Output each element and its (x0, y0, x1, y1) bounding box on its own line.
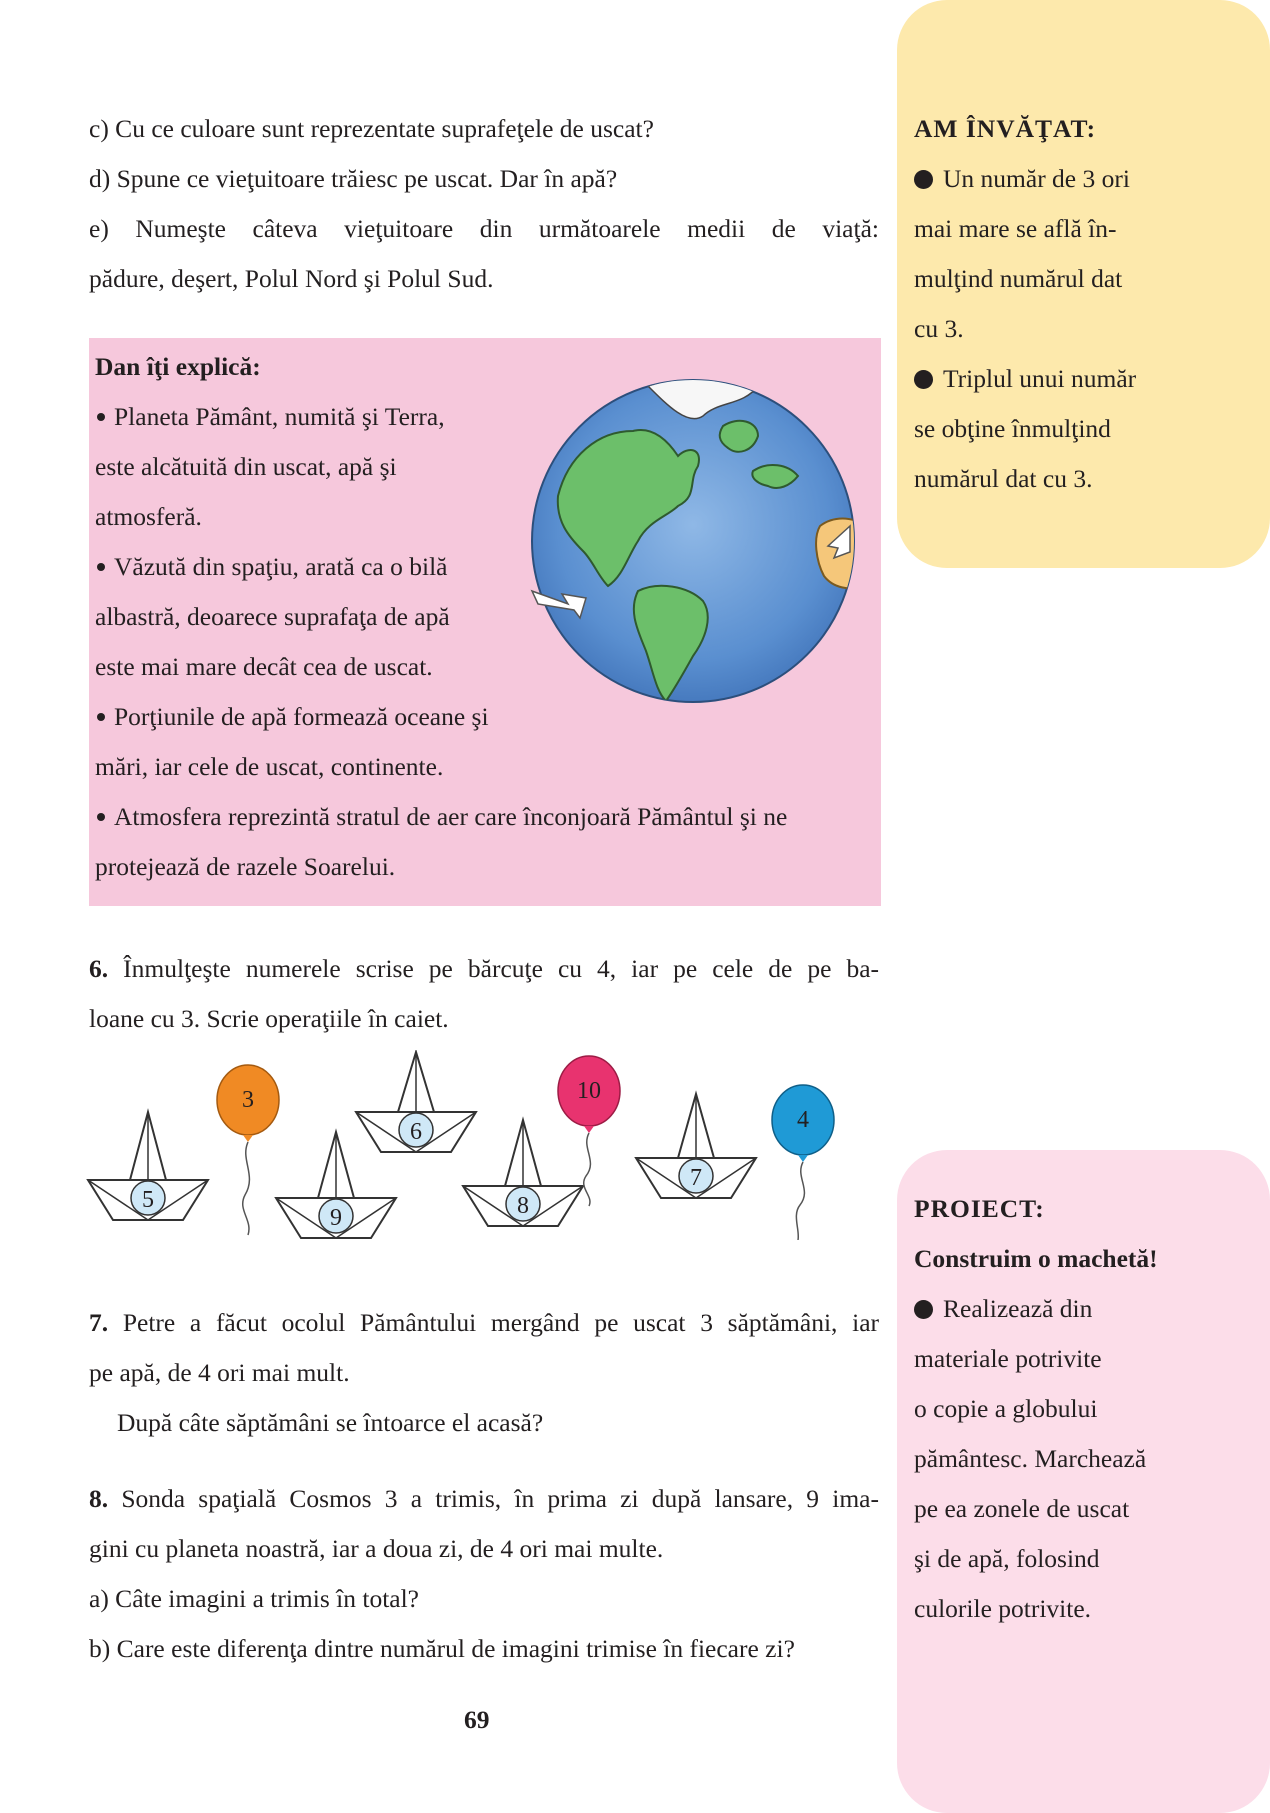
boats-and-balloons-illustration (80, 1050, 860, 1240)
balloon-number: 3 (242, 1087, 254, 1113)
bullet-icon (97, 713, 105, 721)
boat-number: 7 (690, 1165, 702, 1191)
bullet-icon (97, 413, 105, 421)
balloon-number: 10 (577, 1078, 601, 1104)
project-line-5: pe ea zonele de uscat (914, 1494, 1130, 1523)
project-subtitle: Construim o machetă! (914, 1244, 1158, 1273)
page-number: 69 (464, 1705, 490, 1734)
bullet-icon (914, 370, 933, 389)
dan-line-8: mări, iar cele de uscat, continente. (95, 752, 444, 781)
balloon-number: 4 (797, 1107, 809, 1133)
exercise8-question-a: a) Câte imagini a trimis în total? (89, 1584, 419, 1613)
exercise8-question-b: b) Care este diferenţa dintre numărul de imagini trimise în fiecare zi? (89, 1634, 795, 1663)
bullet-icon (914, 1300, 933, 1319)
dan-line-2: este alcătuită din uscat, apă şi (95, 452, 397, 481)
boat-number: 6 (410, 1119, 422, 1145)
learned-line-1: Un număr de 3 ori (914, 164, 1130, 194)
project-line-4: pământesc. Marchează (914, 1444, 1147, 1473)
paper-boat (88, 1112, 208, 1220)
earth-globe-illustration (528, 376, 858, 706)
dan-box-title: Dan îţi explică: (95, 352, 261, 381)
project-line-7: culorile potrivite. (914, 1594, 1092, 1623)
question-c: c) Cu ce culoare sunt reprezentate suprafeţele de uscat? (89, 114, 654, 143)
bullet-icon (914, 170, 933, 189)
question-e-line2: pădure, deşert, Polul Nord şi Polul Sud. (89, 264, 494, 293)
dan-line-6: este mai mare decât cea de uscat. (95, 652, 433, 681)
balloon (217, 1065, 279, 1235)
learned-title: AM ÎNVĂŢAT: (914, 114, 1097, 143)
bullet-icon (97, 813, 105, 821)
question-e-line1: e) Numeşte câteva vieţuitoare din următoarele medii de viaţă: (89, 214, 879, 243)
balloon (558, 1056, 620, 1206)
learned-line-6: se obţine înmulţind (914, 414, 1111, 443)
learned-line-4: cu 3. (914, 314, 964, 343)
learned-line-2: mai mare se află în- (914, 214, 1117, 243)
exercise6-line2: loane cu 3. Scrie operaţiile în caiet. (89, 1004, 449, 1033)
dan-line-9: Atmosfera reprezintă stratul de aer care înconjoară Pământul şi ne (95, 802, 787, 832)
dan-line-5: albastră, deoarece suprafaţa de apă (95, 602, 450, 631)
question-d: d) Spune ce vieţuitoare trăiesc pe uscat. Dar în apă? (89, 164, 618, 193)
dan-line-4: Văzută din spaţiu, arată ca o bilă (95, 552, 447, 582)
exercise6-line1: 6. Înmulţeşte numerele scrise pe bărcuţe cu 4, iar pe cele de pe ba- (89, 954, 880, 983)
project-title: PROIECT: (914, 1194, 1045, 1223)
learned-line-7: numărul dat cu 3. (914, 464, 1093, 493)
exercise7-line1: 7. Petre a făcut ocolul Pământului mergând pe uscat 3 săptămâni, iar (89, 1308, 880, 1337)
paper-boat (356, 1052, 476, 1152)
project-line-3: o copie a globului (914, 1394, 1098, 1423)
learned-line-3: mulţind numărul dat (914, 264, 1123, 293)
boat-number: 8 (517, 1193, 529, 1219)
exercise8-line2: gini cu planeta noastră, iar a doua zi, de 4 ori mai multe. (89, 1534, 664, 1563)
exercise7-line3: După câte săptămâni se întoarce el acasă? (117, 1408, 544, 1437)
dan-line-3: atmosferă. (95, 502, 202, 531)
exercise7-line2: pe apă, de 4 ori mai mult. (89, 1358, 350, 1387)
paper-boat (463, 1120, 583, 1226)
project-line-6: şi de apă, folosind (914, 1544, 1100, 1573)
project-line-2: materiale potrivite (914, 1344, 1102, 1373)
boat-number: 9 (330, 1205, 342, 1231)
boat-number: 5 (142, 1187, 154, 1213)
dan-line-1: Planeta Pământ, numită şi Terra, (95, 402, 445, 432)
exercise8-line1: 8. Sonda spaţială Cosmos 3 a trimis, în prima zi după lansare, 9 ima- (89, 1484, 879, 1513)
dan-line-10: protejează de razele Soarelui. (95, 852, 396, 881)
dan-line-7: Porţiunile de apă formează oceane şi (95, 702, 489, 732)
bullet-icon (97, 563, 105, 571)
balloon (772, 1085, 834, 1240)
paper-boat (636, 1094, 756, 1198)
learned-line-5: Triplul unui număr (914, 364, 1136, 394)
project-line-1: Realizează din (914, 1294, 1092, 1324)
